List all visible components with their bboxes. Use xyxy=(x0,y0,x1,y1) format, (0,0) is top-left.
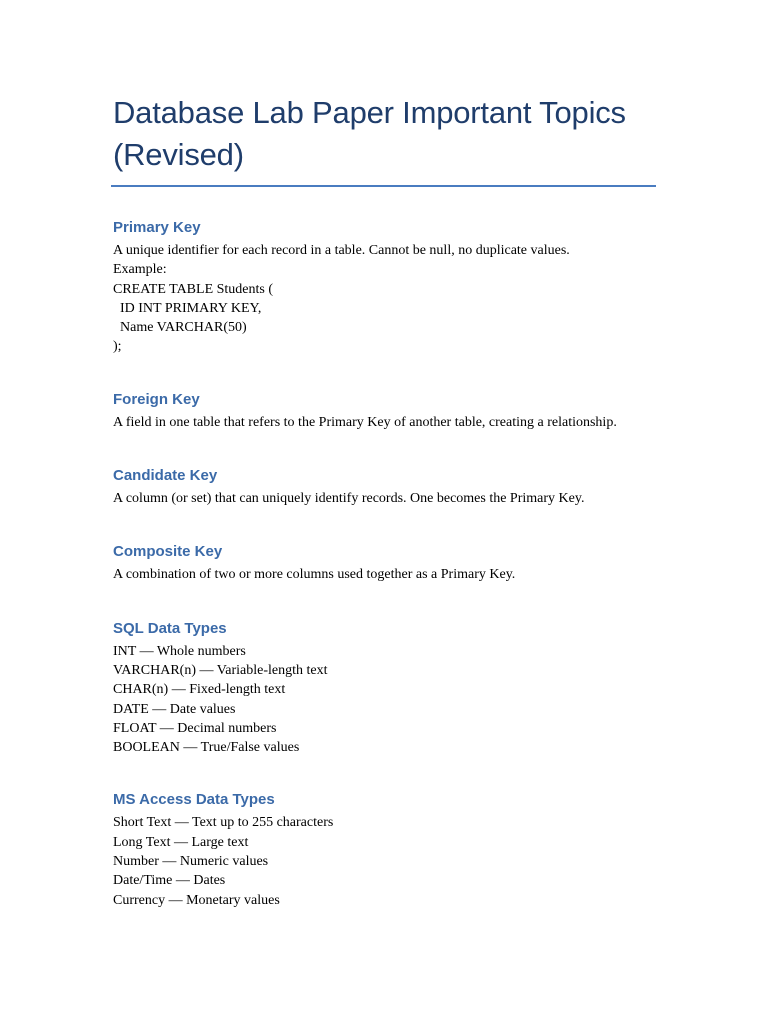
list-item: Number — Numeric values xyxy=(113,854,269,870)
section-foreign-key xyxy=(113,390,658,432)
title-line-2: (Revised) xyxy=(113,137,244,172)
body-line: Example: xyxy=(113,262,167,278)
section-heading: Foreign Key xyxy=(113,390,200,408)
document-title xyxy=(113,92,658,176)
code-line: ); xyxy=(113,339,122,355)
section-heading: Candidate Key xyxy=(113,467,218,485)
list-item: CHAR(n) — Fixed-length text xyxy=(113,682,286,698)
section-body xyxy=(113,565,658,584)
section-body xyxy=(113,241,658,357)
code-line: ID INT PRIMARY KEY, xyxy=(113,300,262,316)
list-item: DATE — Date values xyxy=(113,701,236,717)
section-composite-key xyxy=(113,542,658,584)
section-candidate-key xyxy=(113,466,658,508)
list-item: Currency — Monetary values xyxy=(113,892,280,908)
section-body xyxy=(113,642,658,758)
list-item: Date/Time — Dates xyxy=(113,873,226,889)
section-heading: SQL Data Types xyxy=(113,619,227,637)
list-item: Short Text — Text up to 255 characters xyxy=(113,815,334,831)
body-line: A combination of two or more columns used together as a Primary Key. xyxy=(113,567,516,583)
section-heading: MS Access Data Types xyxy=(113,791,275,809)
section-heading: Composite Key xyxy=(113,543,223,561)
list-item: BOOLEAN — True/False values xyxy=(113,740,300,756)
section-heading: Primary Key xyxy=(113,219,201,236)
section-body xyxy=(113,413,658,432)
section-ms-access-data-types xyxy=(113,790,658,909)
title-line-1: Database Lab Paper Important Topics xyxy=(113,95,626,130)
list-item: Long Text — Large text xyxy=(113,834,249,850)
list-item: INT — Whole numbers xyxy=(113,643,246,659)
section-body xyxy=(113,813,658,909)
title-underline xyxy=(111,185,656,187)
section-primary-key xyxy=(113,218,658,357)
document-page xyxy=(113,92,658,910)
code-line: CREATE TABLE Students ( xyxy=(113,281,274,297)
section-sql-data-types xyxy=(113,619,658,758)
body-line: A field in one table that refers to the Primary Key of another table, creating a relationship. xyxy=(113,414,617,430)
body-line: A column (or set) that can uniquely identify records. One becomes the Primary Key. xyxy=(113,491,585,507)
list-item: FLOAT — Decimal numbers xyxy=(113,720,277,736)
section-body xyxy=(113,489,658,508)
list-item: VARCHAR(n) — Variable-length text xyxy=(113,662,328,678)
body-line: A unique identifier for each record in a table. Cannot be null, no duplicate values. xyxy=(113,243,570,258)
code-line: Name VARCHAR(50) xyxy=(113,320,247,336)
